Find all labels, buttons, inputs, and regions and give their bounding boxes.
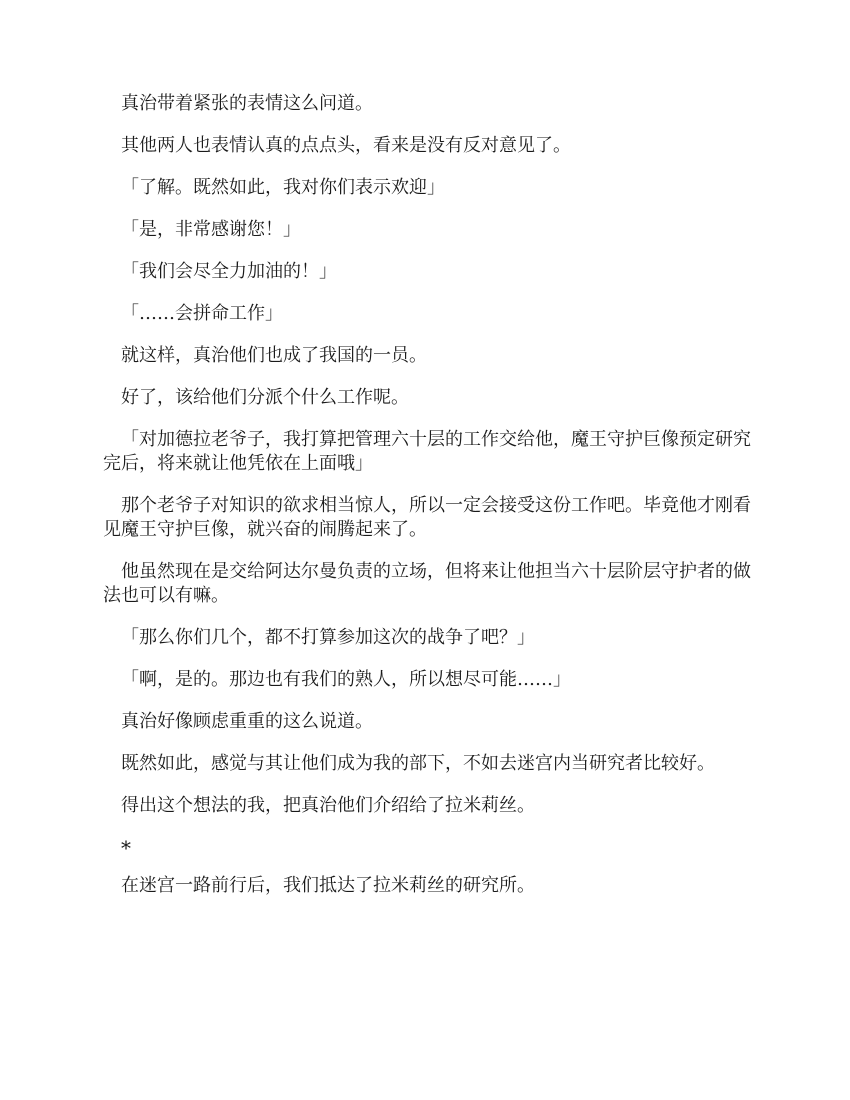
dialogue-3: 「了解。既然如此，我对你们表示欢迎」 [121, 177, 445, 198]
paragraph-15: 既然如此，感觉与其让他们成为我的部下，不如去迷宫内当研究者比较好。 [121, 753, 715, 774]
dialogue-9: 「对加德拉老爷子，我打算把管理六十层的工作交给他，魔王守护巨像预定研究完后，将来就让他凭依在上面哦」 [103, 429, 751, 474]
dialogue-12: 「那么你们几个，都不打算参加这次的战争了吧？」 [121, 627, 535, 648]
paragraph-16: 得出这个想法的我，把真治他们介绍给了拉米莉丝。 [121, 795, 535, 816]
paragraph-14: 真治好像顾虑重重的这么说道。 [121, 711, 373, 732]
dialogue-5: 「我们会尽全力加油的！」 [121, 261, 337, 282]
paragraph-11: 他虽然现在是交给阿达尔曼负责的立场，但将来让他担当六十层阶层守护者的做法也可以有嘛。 [103, 561, 751, 606]
dialogue-6: 「……会拼命工作」 [121, 303, 283, 324]
paragraph-10: 那个老爷子对知识的欲求相当惊人，所以一定会接受这份工作吧。毕竟他才刚看见魔王守护巨像，就兴奋的闹腾起来了。 [103, 495, 751, 540]
paragraph-1: 真治带着紧张的表情这么问道。 [121, 93, 373, 114]
paragraph-2: 其他两人也表情认真的点点头，看来是没有反对意见了。 [121, 135, 571, 156]
dialogue-13: 「啊，是的。那边也有我们的熟人，所以想尽可能……」 [121, 669, 571, 690]
paragraph-8: 好了，该给他们分派个什么工作呢。 [121, 387, 409, 408]
scene-break-asterisk: * [121, 836, 131, 860]
dialogue-4: 「是，非常感谢您！」 [121, 219, 301, 240]
paragraph-18: 在迷宫一路前行后，我们抵达了拉米莉丝的研究所。 [121, 875, 535, 896]
paragraph-7: 就这样，真治他们也成了我国的一员。 [121, 345, 427, 366]
document-page [103, 92, 753, 916]
